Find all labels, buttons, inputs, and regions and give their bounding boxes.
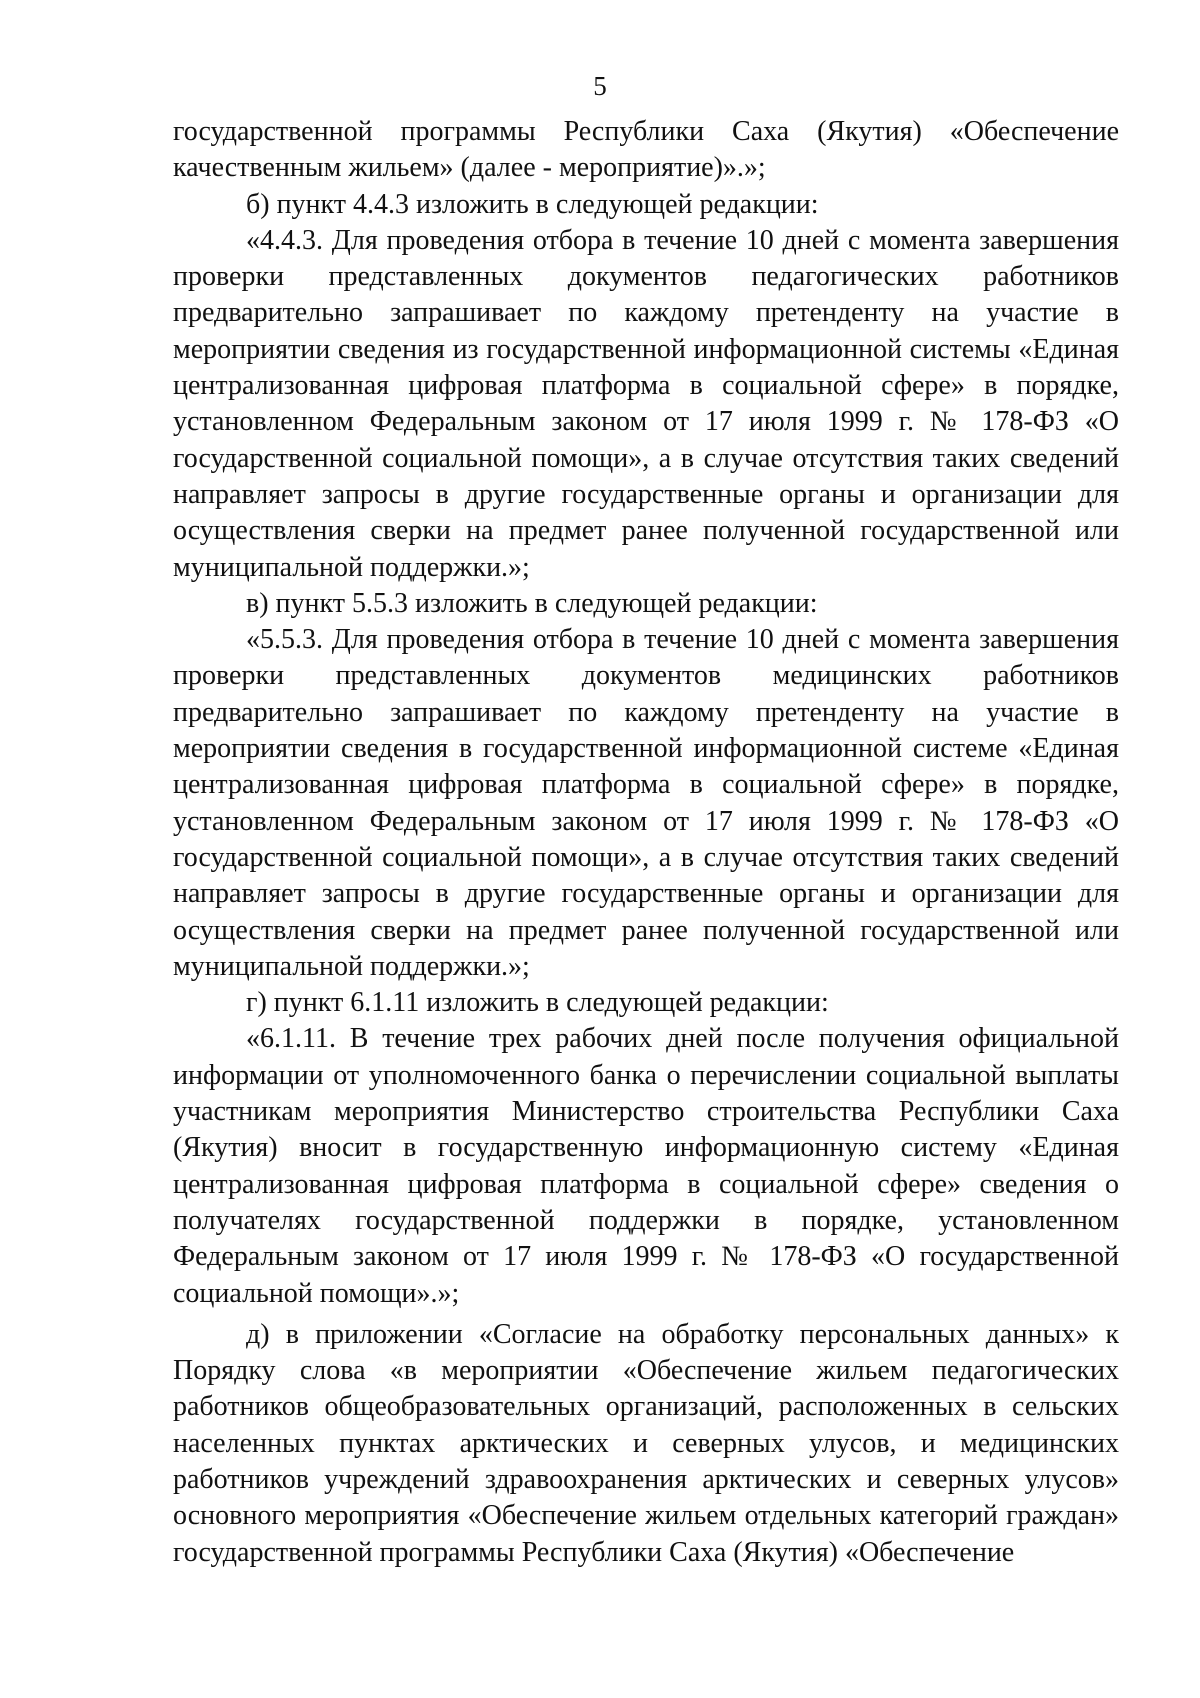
paragraph-item-d: д) в приложении «Согласие на обработку персональных данных» к Порядку слова «в мероприятии «Обеспечение жильем педагогических работников общеобразовательных организаций, расположенных в сельских населенных пунктах арктических и северных улусов, и медицинских работников учреждений здравоохранения арктических и северных улусов» основного мероприятия «Обеспечение жильем отдельных категорий граждан» государственной программы Республики Саха (Якутия) «Обеспечение bbox=[173, 1318, 1119, 1568]
paragraph-clause-4-4-3: «4.4.3. Для проведения отбора в течение 10 дней с момента завершения проверки представленных документов педагогических работников предварительно запрашивает по каждому претенденту на участие в мероприятии сведения из государственной информационной системы «Единая централизованная цифровая платформа в социальной сфере» в порядке, установленном Федеральным законом от 17 июля 1999 г. № 178-ФЗ «О государственной социальной помощи», а в случае отсутствия таких сведений направляет запросы в другие государственные органы и организации для осуществления сверки на предмет ранее полученной государственной или муниципальной поддержки.»; bbox=[173, 224, 1119, 583]
paragraph-item-b-heading: б) пункт 4.4.3 изложить в следующей редакции: bbox=[246, 188, 819, 220]
paragraph-item-v-heading: в) пункт 5.5.3 изложить в следующей редакции: bbox=[246, 587, 818, 619]
document-body bbox=[173, 114, 1119, 1571]
paragraph-clause-5-5-3: «5.5.3. Для проведения отбора в течение 10 дней с момента завершения проверки представленных документов медицинских работников предварительно запрашивает по каждому претенденту на участие в мероприятии сведения в государственной информационной системе «Единая централизованная цифровая платформа в социальной сфере» в порядке, установленном Федеральным законом от 17 июля 1999 г. № 178-ФЗ «О государственной социальной помощи», а в случае отсутствия таких сведений направляет запросы в другие государственные органы и организации для осуществления сверки на предмет ранее полученной государственной или муниципальной поддержки.»; bbox=[173, 624, 1119, 982]
page-number: 5 bbox=[593, 71, 607, 101]
paragraph-continuation: государственной программы Республики Саха (Якутия) «Обеспечение качественным жильем» (далее - мероприятие)».»; bbox=[173, 116, 1119, 184]
paragraph-clause-6-1-11: «6.1.11. В течение трех рабочих дней после получения официальной информации от уполномоченного банка о перечислении социальной выплаты участникам мероприятия Министерство строительства Республики Саха (Якутия) вносит в государственную информационную систему «Единая централизованная цифровая платформа в социальной сфере» сведения о получателях государственной поддержки в порядке, установленном Федеральным законом от 17 июля 1999 г. № 178-ФЗ «О государственной социальной помощи».»; bbox=[173, 1023, 1119, 1309]
paragraph-item-g-heading: г) пункт 6.1.11 изложить в следующей редакции: bbox=[246, 987, 829, 1019]
